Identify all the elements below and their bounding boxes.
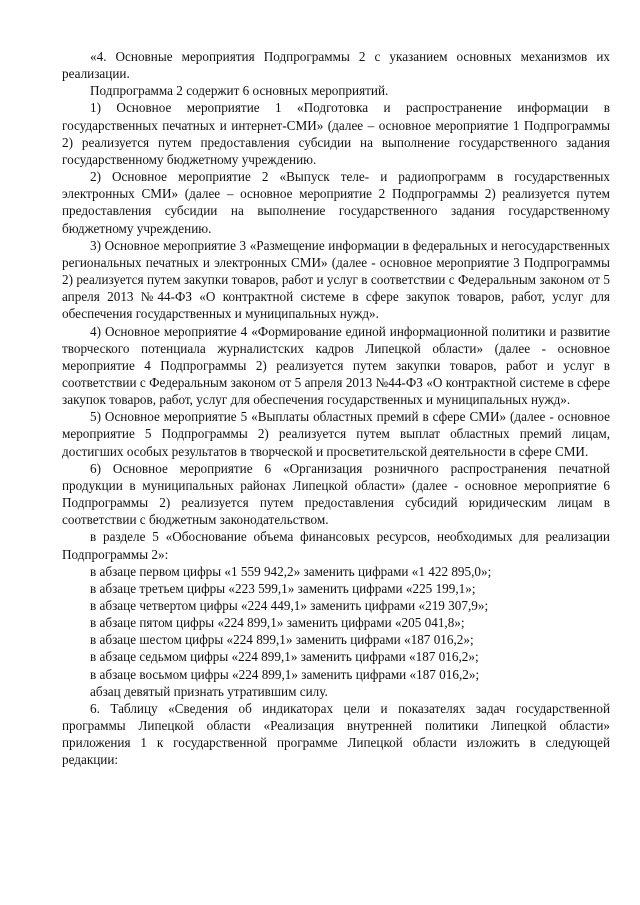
section-5-paragraph: в разделе 5 «Обоснование объема финансовых ресурсов, необходимых для реализации Подпрограммы 2»: [62, 529, 610, 562]
measure-paragraph-4: 4) Основное мероприятие 4 «Формирование единой информационной политики и развитие творческого потенциала журналистских кадров Липецкой области» (далее - основное мероприятие 4 Подпрограммы 2) реализуется путем закупки товаров, работ и услуг в соответствии с Федеральным законом от 5 апреля 2013 №44-ФЗ «О контрактной системе в сфере закупок товаров, работ, услуг для обеспечения государственных и муниципальных нужд». [62, 323, 610, 408]
document-page [62, 48, 610, 769]
replacement-line-6: в абзаце седьмом цифры «224 899,1» заменить цифрами «187 016,2»; [90, 649, 479, 665]
replacement-line-1: в абзаце первом цифры «1 559 942,2» заменить цифрами «1 422 895,0»; [90, 563, 492, 579]
repeal-line: абзац девятый признать утратившим силу. [90, 683, 328, 699]
replacement-line-7: в абзаце восьмом цифры «224 899,1» заменить цифрами «187 016,2»; [90, 666, 480, 682]
replacement-line-2: в абзаце третьем цифры «223 599,1» заменить цифрами «225 199,1»; [90, 580, 476, 596]
measure-paragraph-6: 6) Основное мероприятие 6 «Организация розничного распространения печатной продукции в муниципальных районах Липецкой области» (далее - основное мероприятие 6 Подпрограммы 2) реализуется путем предоставления субсидий юридическим лицам в соответствии с бюджетным законодательством. [62, 460, 610, 528]
measure-paragraph-3: 3) Основное мероприятие 3 «Размещение информации в федеральных и негосударственных региональных печатных и электронных СМИ» (далее - основное мероприятие 3 Подпрограммы 2) реализуется путем закупки товаров, работ и услуг в соответствии с Федеральным законом от 5 апреля 2013 №44-ФЗ «О контрактной системе в сфере закупок товаров, работ, услуг для обеспечения государственных и муниципальных нужд». [62, 237, 610, 322]
section-heading: «4. Основные мероприятия Подпрограммы 2 с указанием основных механизмов их реализации. [62, 49, 610, 82]
table-paragraph: 6. Таблицу «Сведения об индикаторах цели и показателях задач государственной программы Липецкой области «Реализация внутренней политики Липецкой области» приложения 1 к государственной программе Липецкой области изложить в следующей редакции: [62, 700, 610, 768]
replacement-line-3: в абзаце четвертом цифры «224 449,1» заменить цифрами «219 307,9»; [90, 598, 489, 613]
replacement-line-5: в абзаце шестом цифры «224 899,1» заменить цифрами «187 016,2»; [90, 632, 474, 648]
measure-paragraph-2: 2) Основное мероприятие 2 «Выпуск теле- и радиопрограмм в государственных электронных СМИ» (далее – основное мероприятие 2 Подпрограммы 2) реализуется путем предоставления субсидии на выполнение государственного задания государственному бюджетному учреждению. [62, 169, 610, 236]
replacement-line-4: в абзаце пятом цифры «224 899,1» заменить цифрами «205 041,8»; [90, 615, 465, 631]
measure-paragraph-1: 1) Основное мероприятие 1 «Подготовка и распространение информации в государственных печатных и интернет-СМИ» (далее – основное мероприятие 1 Подпрограммы 2) реализуется путем предоставления субсидии на выполнение государственного задания государственному бюджетному учреждению. [62, 100, 610, 167]
intro-paragraph: Подпрограмма 2 содержит 6 основных мероприятий. [90, 83, 389, 99]
measure-paragraph-5: 5) Основное мероприятие 5 «Выплаты областных премий в сфере СМИ» (далее - основное мероприятие 5 Подпрограммы 2) реализуется путем выплат областных премий лицам, достигших особых результатов в творческой и просветительской деятельности в сфере СМИ. [62, 409, 610, 459]
